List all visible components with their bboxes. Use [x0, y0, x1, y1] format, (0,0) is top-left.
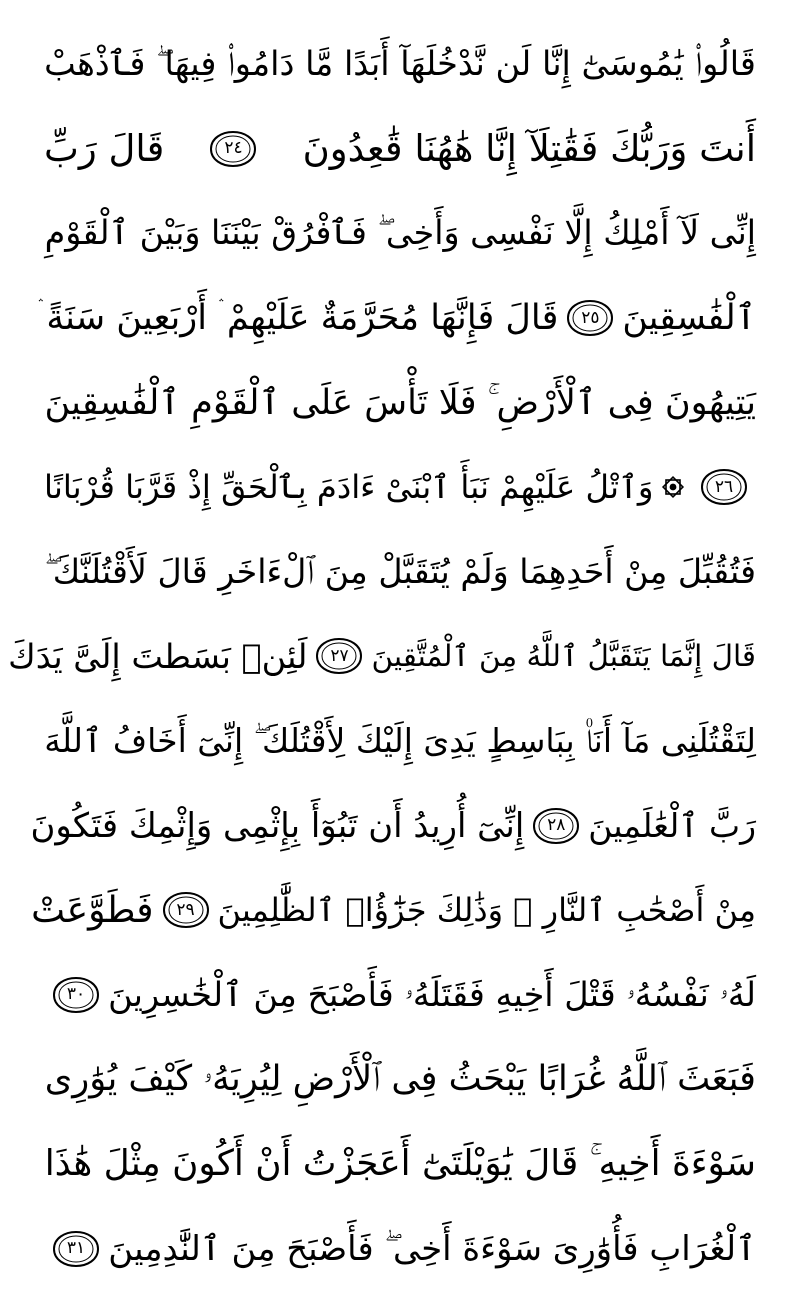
- verse-text: قَالَ إِنَّمَا يَتَقَبَّلُ ٱللَّهُ مِنَ ٱلْمُتَّقِينَ: [371, 639, 756, 674]
- ayah-number-marker: [160, 890, 212, 930]
- ayah-number: ٣٠: [66, 984, 86, 1005]
- verse-text: فَطَوَّعَتْ: [31, 889, 154, 932]
- verse-text: مِنْ أَصْحَٰبِ ٱلنَّارِ ۚ وَذَٰلِكَ جَزَٰٓؤُا۟ ٱلظَّٰلِمِينَ: [217, 891, 756, 930]
- ayah-number-marker: [207, 129, 259, 169]
- rub-el-hizb-icon: [660, 474, 686, 500]
- ayah-number: ٢٤: [224, 138, 243, 159]
- ayah-number: ٣١: [66, 1238, 86, 1259]
- ayah-number-marker: [50, 1229, 102, 1269]
- verse-line: [44, 22, 756, 107]
- verse-text-block: [8, 22, 756, 1291]
- verse-text: إِنِّىٓ أُرِيدُ أَن تَبُوٓأَ بِإِثْمِى وَإِثْمِكَ فَتَكُونَ: [30, 806, 525, 846]
- verse-text: فَبَعَثَ ٱللَّهُ غُرَابًا يَبْحَثُ فِى ٱلْأَرْضِ لِيُرِيَهُۥ كَيْفَ يُوَٰرِى: [44, 1058, 756, 1100]
- verse-text: إِنِّى لَآ أَمْلِكُ إِلَّا نَفْسِى وَأَخِى ۖ فَٱفْرُقْ بَيْنَنَا وَبَيْنَ ٱلْقَوْمِ: [44, 213, 756, 253]
- verse-line: [30, 783, 756, 868]
- verse-text: قَالُوا۟ يَٰمُوسَىٰٓ إِنَّا لَن نَّدْخُلَهَآ أَبَدًا مَّا دَامُوا۟ فِيهَا ۖ فَٱذْهَبْ: [44, 44, 756, 84]
- ayah-number: ٢٧: [330, 645, 349, 666]
- verse-text: لَهُۥ نَفْسُهُۥ قَتْلَ أَخِيهِ فَقَتَلَهُۥ فَأَصْبَحَ مِنَ ٱلْخَٰسِرِينَ: [108, 974, 756, 1014]
- verse-line: [44, 107, 756, 192]
- ayah-number-marker: [698, 467, 750, 507]
- verse-text: يَتِيهُونَ فِى ٱلْأَرْضِ ۚ فَلَا تَأْسَ عَلَى ٱلْقَوْمِ ٱلْفَٰسِقِينَ: [44, 381, 756, 423]
- verse-text: وَٱتْلُ عَلَيْهِمْ نَبَأَ ٱبْنَىْ ءَادَمَ بِٱلْحَقِّ إِذْ قَرَّبَا قُرْبَانًا: [44, 468, 654, 507]
- verse-line: [44, 1122, 756, 1207]
- verse-text: قَالَ رَبِّ: [44, 127, 165, 171]
- verse-line: [44, 1206, 756, 1291]
- verse-text: سَوْءَةَ أَخِيهِ ۚ قَالَ يَٰوَيْلَتَىٰٓ أَعَجَزْتُ أَنْ أَكُونَ مِثْلَ هَٰذَا: [44, 1143, 756, 1185]
- ayah-number: ٢٩: [176, 899, 195, 920]
- verse-line: [44, 530, 756, 615]
- verse-line: [31, 868, 756, 953]
- ayah-number: ٢٨: [547, 815, 566, 836]
- verse-line: [44, 360, 756, 445]
- verse-text: ٱلْغُرَابِ فَأُوَٰرِىَ سَوْءَةَ أَخِى ۖ فَأَصْبَحَ مِنَ ٱلنَّٰدِمِينَ: [108, 1228, 756, 1268]
- verse-text: لَئِنۢ بَسَطتَ إِلَىَّ يَدَكَ: [8, 636, 308, 676]
- verse-line: [44, 191, 756, 276]
- verse-text: أَنتَ وَرَبُّكَ فَقَٰتِلَآ إِنَّا هَٰهُنَا قَٰعِدُونَ: [302, 127, 756, 171]
- verse-text: ٱلْفَٰسِقِينَ: [622, 298, 756, 339]
- ayah-number: ٢٦: [714, 476, 734, 497]
- ayah-number: ٢٥: [581, 307, 600, 328]
- verse-line: [44, 1037, 756, 1122]
- verse-text: رَبَّ ٱلْعَٰلَمِينَ: [588, 806, 756, 846]
- verse-line: [44, 699, 756, 784]
- verse-line: [44, 953, 756, 1038]
- ayah-number-marker: [50, 975, 102, 1015]
- verse-text: فَتُقُبِّلَ مِنْ أَحَدِهِمَا وَلَمْ يُتَقَبَّلْ مِنَ ٱلْءَاخَرِ قَالَ لَأَقْتُلَنَّكَ ۖ: [44, 551, 756, 591]
- verse-line: [8, 614, 756, 699]
- verse-line: [37, 276, 756, 361]
- verse-text: قَالَ فَإِنَّهَا مُحَرَّمَةٌ عَلَيْهِمْ ۛ أَرْبَعِينَ سَنَةً ۛ: [37, 297, 559, 339]
- verse-line: [44, 445, 756, 530]
- ayah-number-marker: [564, 298, 616, 338]
- verse-text: لِتَقْتُلَنِى مَآ أَنَا۠ بِبَاسِطٍ يَدِىَ إِلَيْكَ لِأَقْتُلَكَ ۖ إِنِّىٓ أَخَافُ ٱللَّهَ: [44, 721, 756, 761]
- ayah-number-marker: [530, 806, 582, 846]
- ayah-number-marker: [313, 636, 365, 676]
